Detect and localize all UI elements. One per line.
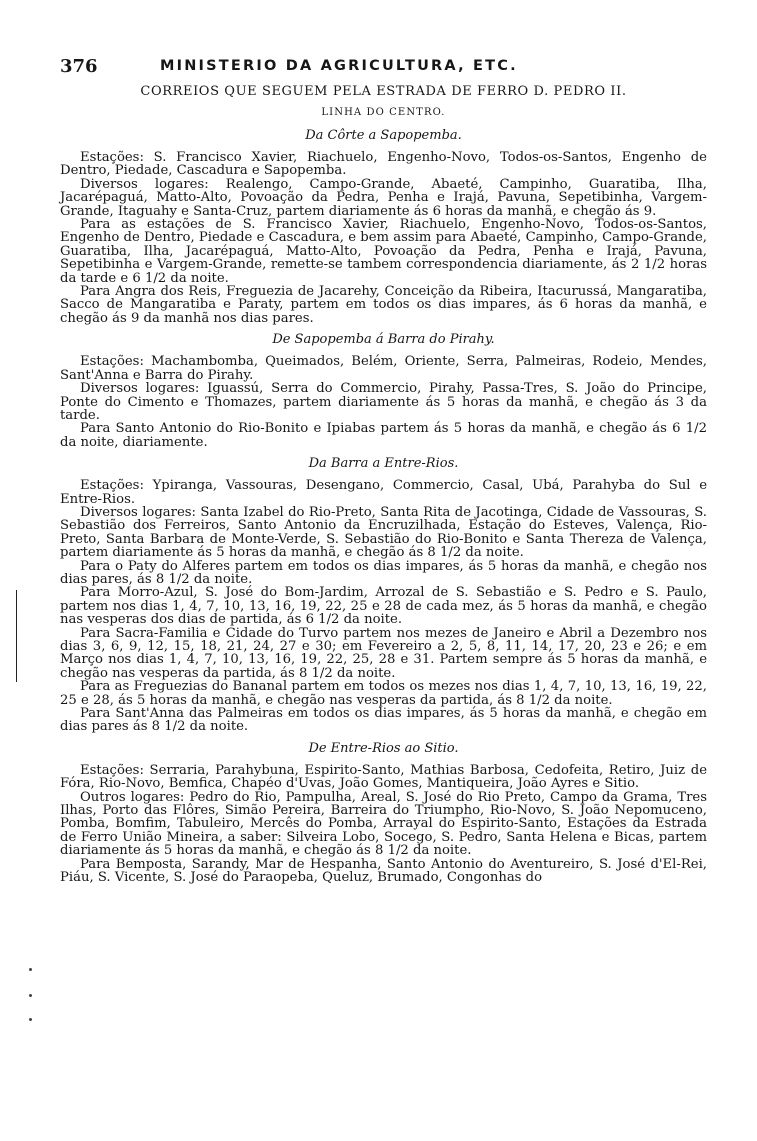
paragraph: Para Angra dos Reis, Freguezia de Jacarehy, Conceição da Ribeira, Itacurussá, Mangaratiba, Sacco de Mangaratiba e Paraty, partem em todos os dias impares, ás 6 horas da manhã, e chegão ás 9 da manhã nos dias pares. <box>60 284 707 326</box>
paragraph: Outros logares: Pedro do Rio, Pampulha, Areal, S. José do Rio Preto, Campo da Grama, Tres Ilhas, Porto das Flôres, Simão Pereira, Barreira do Triumpho, Rio-Novo, S. João Nepomuceno, Pomba, Bomfim, Tabuleiro, Mercês do Pomba, Arrayal do Espirito-Santo, Estações da Estrada de Ferro União Mineira, a saber: Silveira Lobo, Socego, S. Pedro, Santa Helena e Bicas, partem diariamente ás 5 horas da manhã, e chegão ás 8 1/2 da noite. <box>60 789 707 859</box>
paragraph: Para as Freguezias do Bananal partem em todos os mezes nos dias 1, 4, 7, 10, 13, 16, 19, 22, 25 e 28, ás 5 horas da manhã, e chegão nas vesperas da partida, ás 8 1/2 da noite. <box>60 679 707 708</box>
section-title: Da Côrte a Sapopemba. <box>305 128 462 143</box>
section-title: De Sapopemba á Barra do Pirahy. <box>272 332 495 348</box>
running-head <box>60 50 707 76</box>
main-heading: CORREIOS QUE SEGUEM PELA ESTRADA DE FERRO D. PEDRO II. <box>140 84 627 99</box>
paragraph: Para Sacra-Familia e Cidade do Turvo partem nos mezes de Janeiro e Abril a Dezembro nos dias 3, 6, 9, 12, 15, 18, 21, 24, 27 e 30; em Fevereiro a 2, 5, 8, 11, 14, 17, 20, 23 e 26; e em Março nos dias 1, 4, 7, 10, 13, 16, 19, 22, 25, 28 e 31. Partem sempre ás 5 horas da manhã, e chegão nas vesperas da partida, ás 8 1/2 da noite. <box>60 625 707 681</box>
margin-dot <box>29 1018 32 1021</box>
paragraph: Para Bemposta, Sarandy, Mar de Hespanha, Santo Antonio do Aventureiro, S. José d'El-Rei, Piáu, S. Vicente, S. José do Paraopeba, Queluz, Brumado, Congonhas do <box>60 856 707 886</box>
paragraph: Estações: Machambomba, Queimados, Belém, Oriente, Serra, Palmeiras, Rodeio, Mendes, Sant'Anna e Barra do Pirahy. <box>60 354 707 383</box>
paragraph: Estações: Serraria, Parahybuna, Espirito-Santo, Mathias Barbosa, Cedofeita, Retiro, Juiz de Fóra, Rio-Novo, Bemfica, Chapéo d'Uvas, João Gomes, Mantiqueira, João Ayres e Sitio. <box>60 762 707 792</box>
paragraph: Para Sant'Anna das Palmeiras em todos os dias impares, ás 5 horas da manhã, e chegão em dias pares ás 8 1/2 da noite. <box>60 706 707 735</box>
paragraph: Estações: S. Francisco Xavier, Riachuelo, Engenho-Novo, Todos-os-Santos, Engenho de Dentro, Piedade, Cascadura e Sapopemba. <box>60 150 707 179</box>
section-title: Da Barra a Entre-Rios. <box>308 456 459 472</box>
paragraph: Diversos logares: Santa Izabel do Rio-Preto, Santa Rita de Jacotinga, Cidade de Vassouras, S. Sebastião dos Ferreiros, Santo Antonio da Encruzilhada, Estação do Esteves, Valença, Rio-Preto, Santa Barbara de Monte-Verde, S. Sebastião do Rio-Bonito e Santa Thereza de Valença, partem diariamente ás 5 horas da manhã, e chegão ás 8 1/2 da noite. <box>60 504 707 561</box>
section-body <box>60 355 707 449</box>
paragraph: Para o Paty do Alferes partem em todos os dias impares, ás 5 horas da manhã, e chegão nos dias pares, ás 8 1/2 da noite. <box>60 558 707 587</box>
section-title: De Entre-Rios ao Sitio. <box>308 740 459 756</box>
paragraph: Diversos logares: Realengo, Campo-Grande, Abaeté, Campinho, Guaratiba, Ilha, Jacarépaguá, Matto-Alto, Povoação da Pedra, Penha e Irajá, Pavuna, Sepetibinha, Vargem-Grande, Itaguahy e Santa-Cruz, partem diariamente ás 6 horas da manhã, e chegão ás 9. <box>60 176 707 219</box>
paragraph: Estações: Ypiranga, Vassouras, Desengano, Commercio, Casal, Ubá, Parahyba do Sul e Entre-Rios. <box>60 478 707 507</box>
page-number: 376 <box>60 56 98 77</box>
margin-dot <box>29 994 32 997</box>
section-body <box>60 479 707 734</box>
section-body <box>60 151 707 325</box>
margin-rule <box>16 590 17 682</box>
section-body <box>60 764 707 885</box>
running-title: MINISTERIO DA AGRICULTURA, ETC. <box>160 58 518 74</box>
margin-dot <box>29 968 32 971</box>
paragraph: Para as estações de S. Francisco Xavier, Riachuelo, Engenho-Novo, Todos-os-Santos, Engenho de Dentro, Piedade e Cascadura, e bem assim para Abaeté, Campinho, Campo-Grande, Guaratiba, Ilha, Jacarépaguá, Matto-Alto, Povoação da Pedra, Penha e Irajá, Pavuna, Sepetibinha e Vargem-Grande, remette-se tambem correspondencia diariamente, ás 2 1/2 horas da tarde e 6 1/2 da noite. <box>60 217 707 286</box>
line-subheading: LINHA DO CENTRO. <box>321 107 446 118</box>
paragraph: Para Santo Antonio do Rio-Bonito e Ipiabas partem ás 5 horas da manhã, e chegão ás 6 1/2 da noite, diariamente. <box>60 421 707 450</box>
paragraph: Diversos logares: Iguassú, Serra do Commercio, Pirahy, Passa-Tres, S. João do Principe, Ponte do Cimento e Thomazes, partem diariamente ás 5 horas da manhã, e chegão ás 3 da tarde. <box>60 381 707 423</box>
paragraph: Para Morro-Azul, S. José do Bom-Jardim, Arrozal de S. Sebastião e S. Pedro e S. Paulo, partem nos dias 1, 4, 7, 10, 13, 16, 19, 22, 25 e 28 de cada mez, ás 5 horas da manhã, e chegão nas vesperas dos dias de partida, ás 6 1/2 da noite. <box>60 585 707 628</box>
